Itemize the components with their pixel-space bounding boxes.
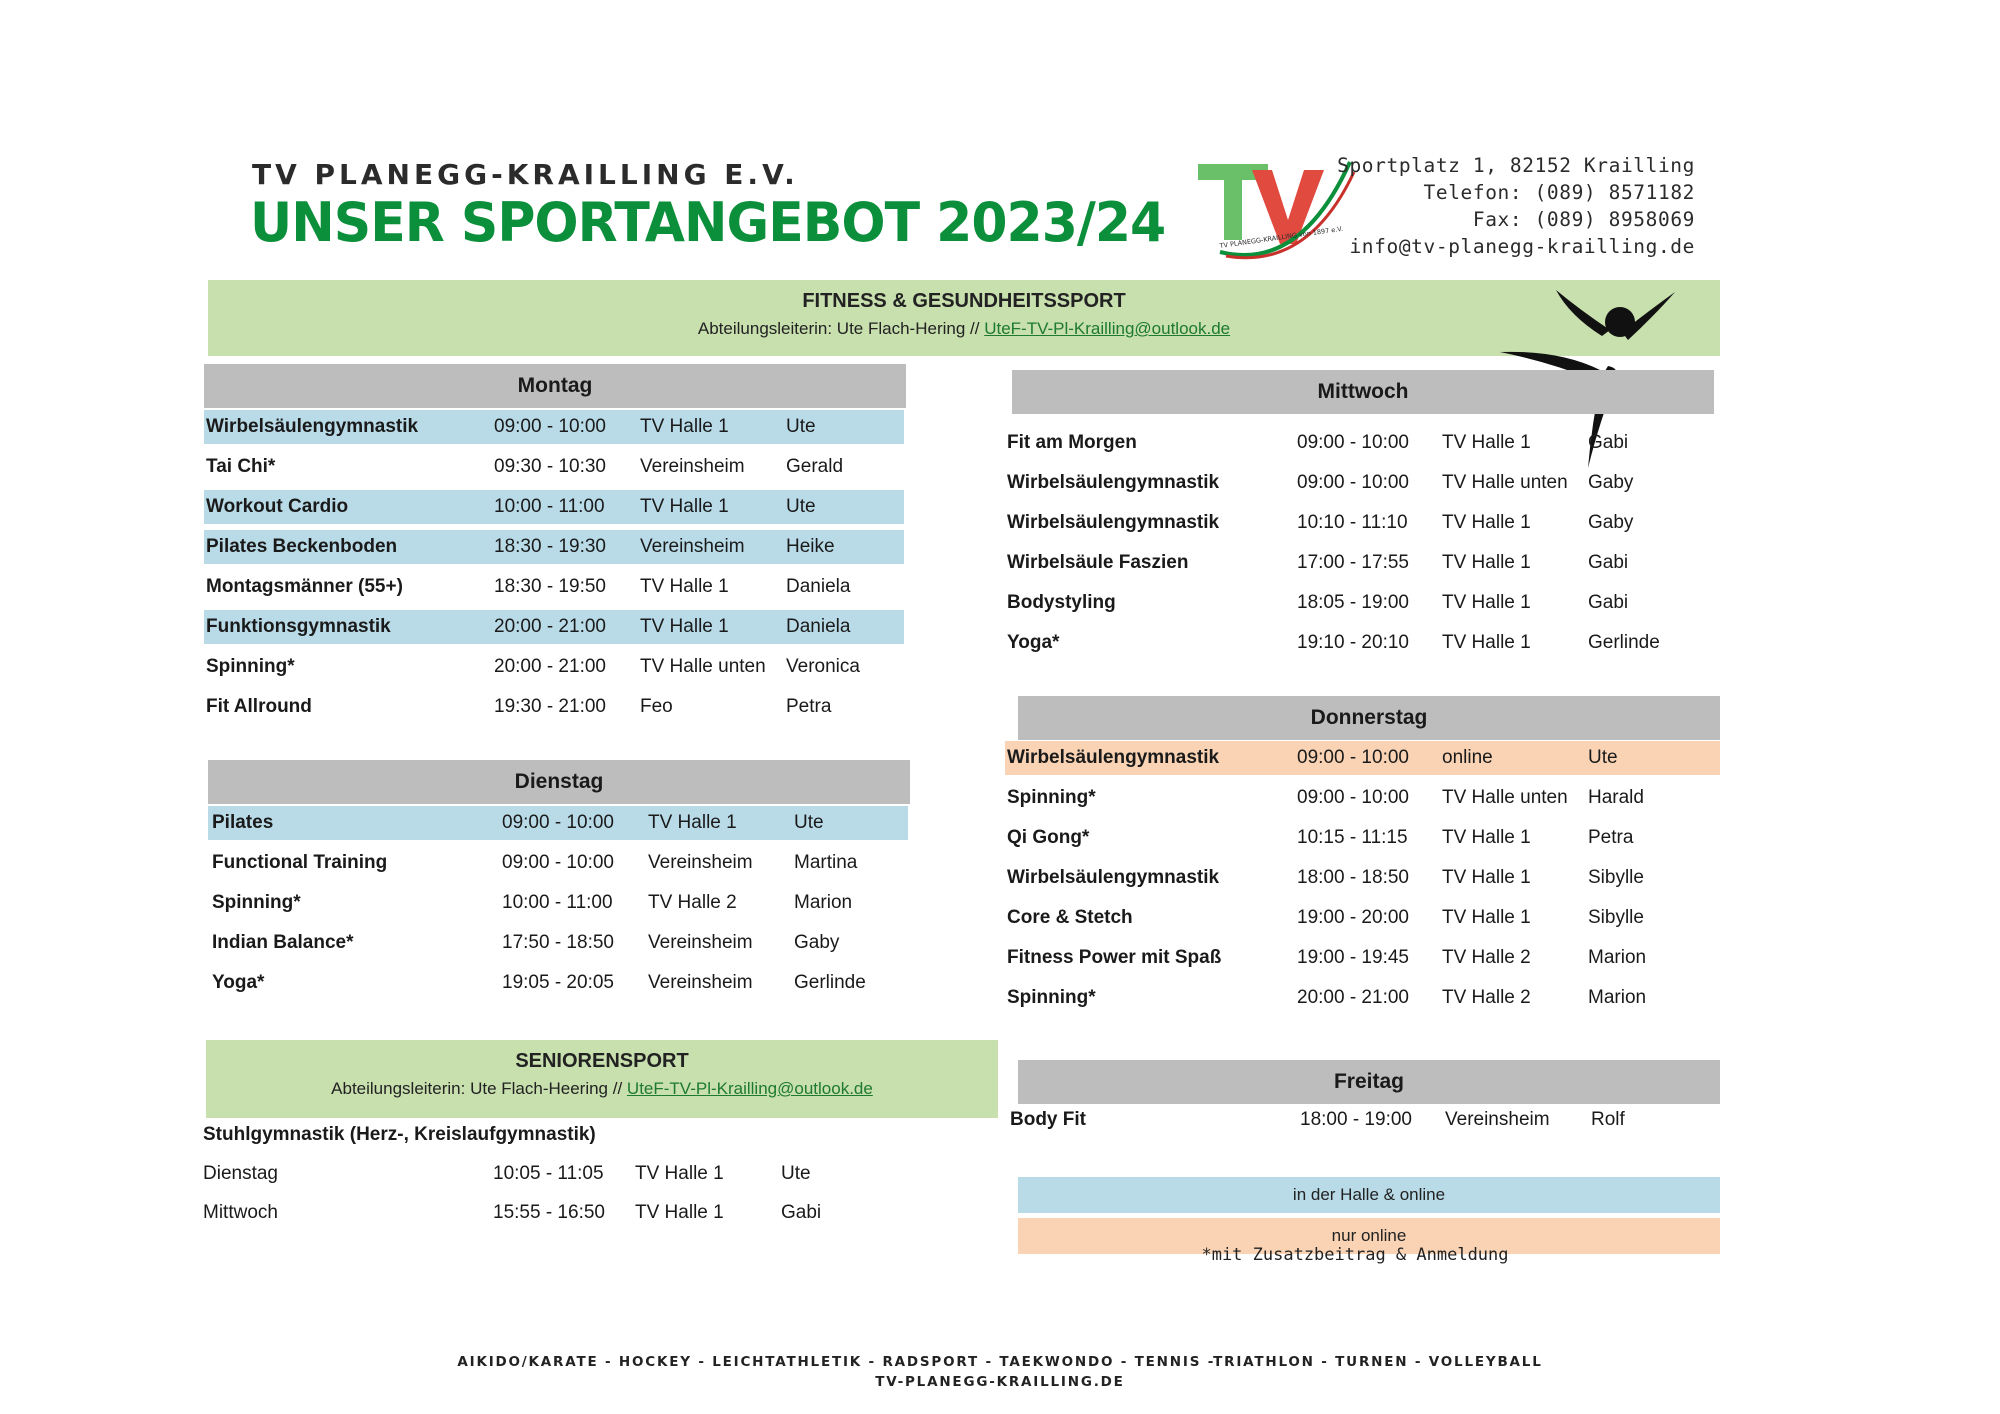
course-name: Indian Balance* <box>212 932 354 953</box>
course-trainer: Gabi <box>1588 432 1629 453</box>
fitness-title: FITNESS & GESUNDHEITSSPORT <box>802 290 1126 312</box>
course-name: Wirbelsäulengymnastik <box>1007 512 1220 533</box>
schedule-row <box>208 886 908 920</box>
course-place: TV Halle 1 <box>1442 432 1531 453</box>
course-trainer: Petra <box>786 696 832 717</box>
course-place: Feo <box>640 696 673 717</box>
course-time: 17:50 - 18:50 <box>502 932 614 953</box>
course-place: Vereinsheim <box>648 932 753 953</box>
course-place: TV Halle 1 <box>640 496 729 517</box>
course-name: Fit am Morgen <box>1007 432 1137 453</box>
day-header-freitag: Freitag <box>1018 1060 1720 1104</box>
senioren-lead-email[interactable]: UteF-TV-Pl-Krailling@outlook.de <box>626 1079 873 1098</box>
schedule-row <box>1005 781 1720 815</box>
course-trainer: Martina <box>794 852 858 873</box>
course-place: TV Halle 1 <box>640 576 729 597</box>
course-place: TV Halle 1 <box>1442 907 1531 928</box>
course-name: Yoga* <box>1007 632 1060 653</box>
course-time: 19:10 - 20:10 <box>1297 632 1409 653</box>
course-trainer: Gabi <box>1588 552 1629 573</box>
course-name: Workout Cardio <box>206 496 349 517</box>
course-place: TV Halle 1 <box>1442 867 1531 888</box>
course-time: 19:30 - 21:00 <box>494 696 606 717</box>
course-place: TV Halle unten <box>1442 787 1568 808</box>
course-name: Spinning* <box>212 892 301 913</box>
course-time: 09:00 - 10:00 <box>502 812 614 833</box>
course-trainer: Gaby <box>794 932 840 953</box>
legend-halle-online: in der Halle & online <box>1018 1177 1720 1213</box>
senioren-row <box>203 1196 903 1230</box>
schedule-row <box>204 530 904 564</box>
page-title: UNSER SPORTANGEBOT 2023/24 <box>250 191 1166 255</box>
schedule-row <box>208 926 908 960</box>
schedule-row <box>1005 426 1715 460</box>
schedule-row <box>204 650 904 684</box>
logo-text: TV PLANEGG-KRAILLING von 1897 e.V. <box>1219 224 1344 250</box>
course-time: 18:30 - 19:30 <box>494 536 606 557</box>
course-place: TV Halle 2 <box>648 892 737 913</box>
course-name: Montagsmänner (55+) <box>206 576 403 597</box>
course-place: TV Halle 1 <box>648 812 737 833</box>
senioren-course-title: Stuhlgymnastik (Herz-, Kreislaufgymnastik) <box>203 1124 596 1145</box>
course-place: TV Halle 1 <box>640 416 729 437</box>
senioren-day: Mittwoch <box>203 1202 278 1223</box>
course-name: Wirbelsäulengymnastik <box>1007 747 1220 768</box>
course-trainer: Veronica <box>786 656 860 677</box>
schedule-row <box>1005 741 1720 775</box>
course-name: Core & Stetch <box>1007 907 1133 928</box>
schedule-row <box>208 966 908 1000</box>
fitness-lead-email[interactable]: UteF-TV-Pl-Krailling@outlook.de <box>984 319 1231 338</box>
day-header-donnerstag: Donnerstag <box>1018 696 1720 740</box>
course-time: 10:00 - 11:00 <box>502 892 613 913</box>
course-time: 18:05 - 19:00 <box>1297 592 1409 613</box>
course-time: 09:00 - 10:00 <box>1297 747 1409 768</box>
course-trainer: Daniela <box>786 616 851 637</box>
course-time: 09:00 - 10:00 <box>502 852 614 873</box>
course-trainer: Ute <box>794 812 824 833</box>
course-name: Pilates <box>212 812 274 833</box>
senioren-row <box>203 1157 903 1191</box>
course-place: TV Halle 1 <box>1442 632 1531 653</box>
course-place: TV Halle 1 <box>1442 592 1531 613</box>
course-trainer: Ute <box>786 496 816 517</box>
club-name: TV PLANEGG-KRAILLING E.V. <box>252 158 799 191</box>
senioren-trainer: Gabi <box>781 1202 822 1223</box>
contact-block <box>1337 152 1695 260</box>
course-trainer: Ute <box>786 416 816 437</box>
course-place: Vereinsheim <box>640 536 745 557</box>
course-place: online <box>1442 747 1493 768</box>
address: Sportplatz 1, 82152 Krailling <box>1337 154 1695 177</box>
senioren-place: TV Halle 1 <box>635 1202 724 1223</box>
course-time: 09:00 - 10:00 <box>1297 787 1409 808</box>
senioren-band <box>206 1040 998 1118</box>
course-name: Wirbelsäulengymnastik <box>206 416 419 437</box>
course-time: 20:00 - 21:00 <box>494 616 606 637</box>
course-name: Spinning* <box>1007 787 1096 808</box>
schedule-row <box>204 410 904 444</box>
schedule-row <box>204 690 904 724</box>
course-trainer: Marion <box>794 892 853 913</box>
course-time: 10:10 - 11:10 <box>1297 512 1408 533</box>
fax: Fax: (089) 8958069 <box>1472 208 1695 231</box>
schedule-row <box>1005 821 1720 855</box>
schedule-row <box>204 610 904 644</box>
schedule-row <box>208 806 908 840</box>
course-trainer: Gaby <box>1588 512 1634 533</box>
course-name: Fitness Power mit Spaß <box>1007 947 1222 968</box>
schedule-row <box>1005 941 1720 975</box>
course-name: Functional Training <box>212 852 388 873</box>
course-trainer: Marion <box>1588 987 1647 1008</box>
schedule-row <box>208 846 908 880</box>
course-name: Fit Allround <box>206 696 312 717</box>
course-name: Spinning* <box>1007 987 1096 1008</box>
course-place: TV Halle unten <box>1442 472 1568 493</box>
course-time: 20:00 - 21:00 <box>494 656 606 677</box>
course-place: Vereinsheim <box>1445 1109 1550 1130</box>
schedule-row <box>1005 861 1720 895</box>
senioren-place: TV Halle 1 <box>635 1163 724 1184</box>
course-time: 18:00 - 19:00 <box>1300 1109 1412 1130</box>
course-trainer: Daniela <box>786 576 851 597</box>
course-trainer: Rolf <box>1591 1109 1625 1130</box>
day-header-mittwoch: Mittwoch <box>1012 370 1714 414</box>
course-place: TV Halle unten <box>640 656 766 677</box>
course-time: 19:05 - 20:05 <box>502 972 614 993</box>
course-name: Pilates Beckenboden <box>206 536 398 557</box>
footer <box>0 1352 2000 1392</box>
course-place: TV Halle 2 <box>1442 947 1531 968</box>
course-name: Body Fit <box>1010 1109 1086 1130</box>
course-trainer: Gerlinde <box>794 972 866 993</box>
senioren-title: SENIORENSPORT <box>515 1050 689 1072</box>
course-time: 20:00 - 21:00 <box>1297 987 1409 1008</box>
fitness-lead-name: Abteilungsleiterin: Ute Flach-Hering // <box>697 319 980 338</box>
course-place: TV Halle 2 <box>1442 987 1531 1008</box>
senioren-time: 10:05 - 11:05 <box>493 1163 604 1184</box>
course-trainer: Harald <box>1588 787 1644 808</box>
senioren-day: Dienstag <box>203 1163 278 1184</box>
senioren-lead-name: Abteilungsleiterin: Ute Flach-Heering // <box>331 1079 623 1098</box>
course-time: 10:15 - 11:15 <box>1297 827 1408 848</box>
schedule-row <box>204 450 904 484</box>
course-trainer: Marion <box>1588 947 1647 968</box>
course-time: 19:00 - 19:45 <box>1297 947 1409 968</box>
course-place: TV Halle 1 <box>640 616 729 637</box>
course-name: Funktionsgymnastik <box>206 616 391 637</box>
day-header-montag: Montag <box>204 364 906 408</box>
course-trainer: Heike <box>786 536 835 557</box>
course-place: Vereinsheim <box>648 972 753 993</box>
course-name: Bodystyling <box>1007 592 1116 613</box>
course-trainer: Sibylle <box>1588 907 1644 928</box>
course-trainer: Gaby <box>1588 472 1634 493</box>
day-header-dienstag: Dienstag <box>208 760 910 804</box>
phone: Telefon: (089) 8571182 <box>1423 181 1695 204</box>
senioren-lead <box>206 1079 998 1099</box>
course-place: Vereinsheim <box>640 456 745 477</box>
schedule-row <box>1005 981 1720 1015</box>
schedule-row <box>1005 546 1715 580</box>
schedule-row <box>1005 626 1715 660</box>
schedule-row <box>1010 1103 1720 1137</box>
course-time: 18:00 - 18:50 <box>1297 867 1409 888</box>
senioren-trainer: Ute <box>781 1163 811 1184</box>
course-place: TV Halle 1 <box>1442 512 1531 533</box>
schedule-row <box>204 490 904 524</box>
course-time: 09:30 - 10:30 <box>494 456 606 477</box>
course-place: TV Halle 1 <box>1442 827 1531 848</box>
course-name: Tai Chi* <box>206 456 276 477</box>
club-logo <box>1190 152 1360 264</box>
schedule-row <box>1005 506 1715 540</box>
course-name: Yoga* <box>212 972 265 993</box>
schedule-row <box>1005 901 1720 935</box>
legend-nur-online: nur online <box>1018 1218 1720 1254</box>
footer-website[interactable]: TV-PLANEGG-KRAILLING.DE <box>875 1374 1125 1390</box>
course-trainer: Gerald <box>786 456 844 477</box>
course-name: Wirbelsäulengymnastik <box>1007 867 1220 888</box>
course-place: TV Halle 1 <box>1442 552 1531 573</box>
course-time: 09:00 - 10:00 <box>494 416 606 437</box>
schedule-row <box>1005 466 1715 500</box>
course-trainer: Gerlinde <box>1588 632 1660 653</box>
footer-sports: AIKIDO/KARATE - HOCKEY - LEICHTATHLETIK - RADSPORT - TAEKWONDO - TENNIS -TRIATHLON - TURNEN - VOLLEYBALL <box>457 1354 1543 1370</box>
course-place: Vereinsheim <box>648 852 753 873</box>
schedule-row <box>1005 586 1715 620</box>
course-name: Qi Gong* <box>1007 827 1090 848</box>
senioren-time: 15:55 - 16:50 <box>493 1202 605 1223</box>
course-trainer: Petra <box>1588 827 1634 848</box>
course-name: Spinning* <box>206 656 295 677</box>
course-time: 19:00 - 20:00 <box>1297 907 1409 928</box>
course-time: 09:00 - 10:00 <box>1297 432 1409 453</box>
course-trainer: Ute <box>1588 747 1618 768</box>
course-time: 10:00 - 11:00 <box>494 496 605 517</box>
schedule-row <box>204 570 904 604</box>
course-trainer: Sibylle <box>1588 867 1644 888</box>
course-name: Wirbelsäule Faszien <box>1007 552 1189 573</box>
email[interactable]: info@tv-planegg-krailling.de <box>1349 235 1695 258</box>
course-trainer: Gabi <box>1588 592 1629 613</box>
course-time: 09:00 - 10:00 <box>1297 472 1409 493</box>
course-time: 18:30 - 19:50 <box>494 576 606 597</box>
course-time: 17:00 - 17:55 <box>1297 552 1409 573</box>
course-name: Wirbelsäulengymnastik <box>1007 472 1220 493</box>
footnote: *mit Zusatzbeitrag & Anmeldung <box>1201 1245 1509 1265</box>
